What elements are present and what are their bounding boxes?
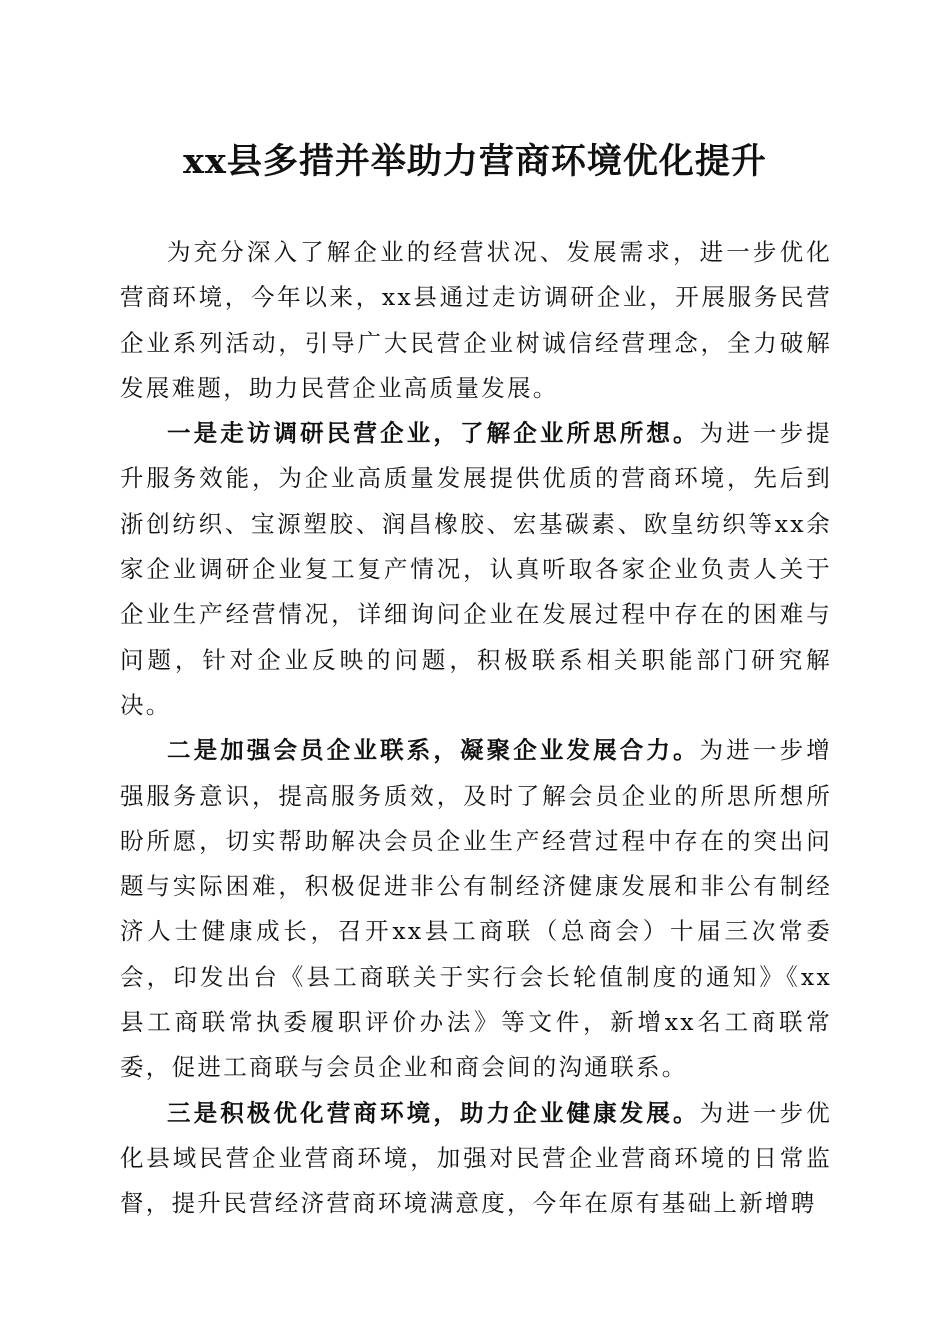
document-title: xx县多措并举助力营商环境优化提升 xyxy=(183,141,767,182)
section-two-paragraph xyxy=(120,728,832,1090)
section-one-paragraph xyxy=(120,411,832,728)
paragraph-text: 为充分深入了解企业的经营状况、发展需求，进一步优化营商环境，今年以来，xx县通过走访调研企业，开展服务民营企业系列活动，引导广大民营企业树诚信经营理念，全力破解发展难题，助力民营企业高质量发展。 xyxy=(120,238,832,402)
section-two-heading: 二是加强会员企业联系，凝聚企业发展合力。 xyxy=(167,736,700,765)
section-three-heading: 三是积极优化营商环境，助力企业健康发展。 xyxy=(167,1098,700,1127)
section-three-paragraph xyxy=(120,1091,832,1227)
section-one-heading: 一是走访调研民营企业，了解企业所思所想。 xyxy=(167,419,700,448)
paragraph-text: 为进一步优化县域民营企业营商环境，加强对民营企业营商环境的日常监督，提升民营经济营商环境满意度，今年在原有基础上新增聘 xyxy=(120,1098,833,1218)
paragraph-text: 为进一步提升服务效能，为企业高质量发展提供优质的营商环境，先后到浙创纺织、宝源塑胶、润昌橡胶、宏基碳素、欧皇纺织等xx余家企业调研企业复工复产情况，认真听取各家企业负责人关于企业生产经营情况，详细询问企业在发展过程中存在的困难与问题，针对企业反映的问题，积极联系相关职能部门研究解决。 xyxy=(120,419,833,719)
intro-paragraph xyxy=(120,230,832,411)
document-body xyxy=(120,230,832,1227)
paragraph-text: 为进一步增强服务意识，提高服务质效，及时了解会员企业的所思所想所盼所愿，切实帮助解决会员企业生产经营过程中存在的突出问题与实际困难，积极促进非公有制经济健康发展和非公有制经济人士健康成长，召开xx县工商联（总商会）十届三次常委会，印发出台《县工商联关于实行会长轮值制度的通知》《xx县工商联常执委履职评价办法》等文件，新增xx名工商联常委，促进工商联与会员企业和商会间的沟通联系。 xyxy=(120,736,833,1082)
